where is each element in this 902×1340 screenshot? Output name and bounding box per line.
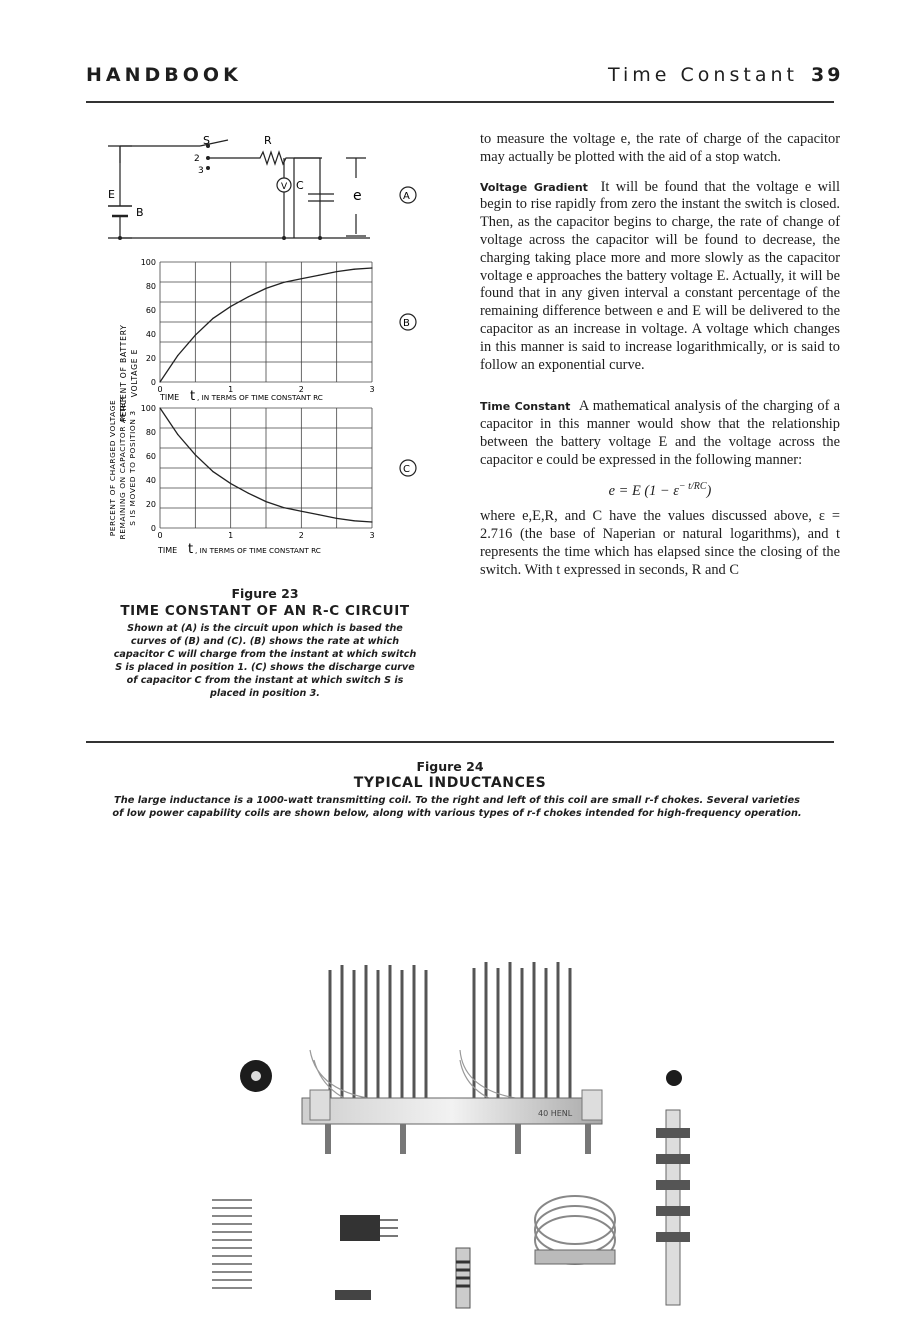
data-point — [177, 355, 178, 356]
data-point — [301, 511, 302, 512]
circuit-wire — [284, 158, 322, 238]
data-point — [354, 269, 355, 270]
data-point — [159, 381, 160, 382]
figure-24-title: TYPICAL INDUCTANCES — [353, 775, 547, 791]
x-tick-label: 0 — [157, 385, 163, 394]
chart-c-ylabel-1: PERCENT OF CHARGED VOLTAGE — [108, 399, 117, 537]
y-tick-label: 20 — [145, 500, 156, 509]
marker-b: B — [403, 318, 410, 329]
paragraph-voltage-gradient — [480, 179, 840, 375]
data-point — [354, 520, 355, 521]
running-head-left: HANDBOOK — [86, 64, 242, 86]
chart-b-xlabel-suffix: , IN TERMS OF TIME CONSTANT RC — [197, 393, 323, 402]
label-s: S — [203, 134, 210, 147]
data-point — [336, 271, 337, 272]
label-c: C — [296, 179, 304, 192]
paragraph-time-constant — [480, 398, 840, 469]
data-point — [283, 282, 284, 283]
equation-close: ) — [706, 482, 712, 499]
x-tick-label: 1 — [228, 531, 234, 540]
small-coil-1 — [212, 1200, 252, 1288]
data-point — [248, 296, 249, 297]
data-point — [195, 454, 196, 455]
data-point — [265, 288, 266, 289]
coil-marking: 40 HENL — [538, 1109, 573, 1118]
y-tick-label: 40 — [145, 476, 156, 485]
chart-b-ylabel-2: VOLTAGE E — [130, 348, 139, 398]
y-tick-label: 0 — [150, 524, 156, 533]
label-pos3: 3 — [198, 166, 204, 176]
resistor-choke — [335, 1290, 371, 1300]
paragraph-intro: to measure the voltage e, the rate of charge of the capacitor may actually be plotted with the aid of a stop watch. — [480, 131, 840, 165]
figure-24-photo — [190, 950, 750, 1330]
chart-b-xlabel-prefix: TIME — [160, 393, 180, 402]
marker-c: C — [403, 464, 410, 475]
chart-c-xlabel-suffix: , IN TERMS OF TIME CONSTANT RC — [195, 546, 321, 555]
plug-in-coil — [340, 1215, 380, 1241]
chart-b-xlabel-var: t — [190, 389, 196, 404]
label-v: V — [281, 182, 288, 192]
data-point — [371, 521, 372, 522]
data-point — [371, 267, 372, 268]
page-number: 39 — [811, 64, 844, 86]
figure-23-graphic — [108, 128, 438, 573]
equation-exponent: − t/RC — [678, 480, 707, 492]
y-tick-label: 60 — [145, 306, 156, 315]
text-column — [480, 131, 840, 579]
data-point — [230, 483, 231, 484]
voltage-gradient-text: It will be found that the voltage e will begin to rise rapidly from zero the instant the switch is closed. Then, as the capacitor begins to charge, the rate of change of voltage across the capacitor will be found to decrease, the charging taking place more and more slowly as the capacitor voltage e approaches the battery voltage E. Actually, it will be found that in any given interval a constant percentage of the remaining difference between e and E will be delivered to the capacitor as an increase in voltage. A voltage which changes in this manner is said to increase logarithmically, or is said to follow an exponential curve. — [480, 178, 841, 373]
y-tick-label: 100 — [140, 258, 156, 267]
transmitting-coil — [302, 962, 602, 1154]
equation — [480, 478, 840, 501]
data-point — [265, 501, 266, 502]
chart-b-ylabel-1: PERCENT OF BATTERY — [119, 324, 128, 422]
y-tick-label: 20 — [145, 354, 156, 363]
y-tick-label: 80 — [145, 428, 156, 437]
data-point — [301, 278, 302, 279]
y-tick-label: 0 — [150, 378, 156, 387]
data-point — [318, 275, 319, 276]
y-tick-label: 100 — [140, 404, 156, 413]
x-tick-label: 2 — [298, 531, 304, 540]
data-point — [248, 493, 249, 494]
chart-c-ylabel-3: S IS MOVED TO POSITION 3 — [128, 410, 137, 526]
chart-c-ylabel-2: REMAINING ON CAPACITOR AFTER — [118, 396, 127, 540]
sidehead-time-constant: Time Constant — [480, 400, 571, 414]
chart-b — [141, 258, 375, 394]
data-point — [318, 514, 319, 515]
equation-main: e = E (1 − ε — [608, 482, 679, 499]
data-point — [212, 471, 213, 472]
x-tick-label: 3 — [369, 385, 375, 394]
x-tick-label: 2 — [298, 385, 304, 394]
rf-choke-right — [666, 1070, 682, 1086]
x-tick-label: 1 — [228, 385, 234, 394]
data-point — [283, 507, 284, 508]
data-point — [159, 407, 160, 408]
rf-choke-tall — [656, 1110, 690, 1305]
data-point — [336, 518, 337, 519]
label-pos2: 2 — [194, 154, 200, 164]
chart-c-xlabel-prefix: TIME — [158, 546, 178, 555]
data-point — [230, 306, 231, 307]
y-tick-label: 60 — [145, 452, 156, 461]
running-head-right: Time Constant — [608, 64, 798, 86]
figure-23-label: Figure 23 — [231, 586, 299, 601]
data-point — [177, 434, 178, 435]
chart-c — [141, 404, 375, 540]
circuit-wire — [120, 146, 370, 238]
y-tick-label: 40 — [145, 330, 156, 339]
section-rule — [86, 741, 834, 743]
x-tick-label: 3 — [369, 531, 375, 540]
label-r: R — [264, 134, 272, 147]
x-tick-label: 0 — [157, 531, 163, 540]
label-e: E — [108, 188, 115, 201]
paragraph-after-equation: where e,E,R, and C have the values discussed above, ε = 2.716 (the base of Naperian or natural logarithms), and t represents the time which has elapsed since the closing of the switch. With t expressed in seconds, R and C — [480, 508, 840, 578]
time-constant-text: A mathematical analysis of the charging of a capacitor in this manner would show that the relationship between the battery voltage E and the voltage across the capacitor e could be expressed in the following manner: — [480, 398, 840, 468]
sidehead-voltage-gradient: Voltage Gradient — [480, 180, 588, 194]
marker-a: A — [403, 191, 410, 202]
figure-24-caption: The large inductance is a 1000-watt transmitting coil. To the right and left of this coil are small r-f chokes. Several varieties of low power capability coils are shown below, along with various types of r-f chokes intended for high-frequency operation. — [112, 795, 802, 819]
chart-c-xlabel-var: t — [188, 542, 194, 557]
data-point — [195, 335, 196, 336]
data-point — [212, 318, 213, 319]
label-e-small: e — [353, 188, 362, 204]
figure-24-label: Figure 24 — [416, 759, 484, 774]
label-b: B — [136, 206, 144, 219]
figure-23-title: TIME CONSTANT OF AN R-C CIRCUIT — [120, 603, 410, 619]
y-tick-label: 80 — [145, 282, 156, 291]
figure-23-caption: Shown at (A) is the circuit upon which is based the curves of (B) and (C). (B) shows the rate at which capacitor C will charge from the instant at which switch S is placed in position 1. (C) shows the discharge curve of capacitor C from the instant at which switch S is placed in position 3. — [113, 623, 417, 699]
header-rule — [86, 101, 834, 103]
